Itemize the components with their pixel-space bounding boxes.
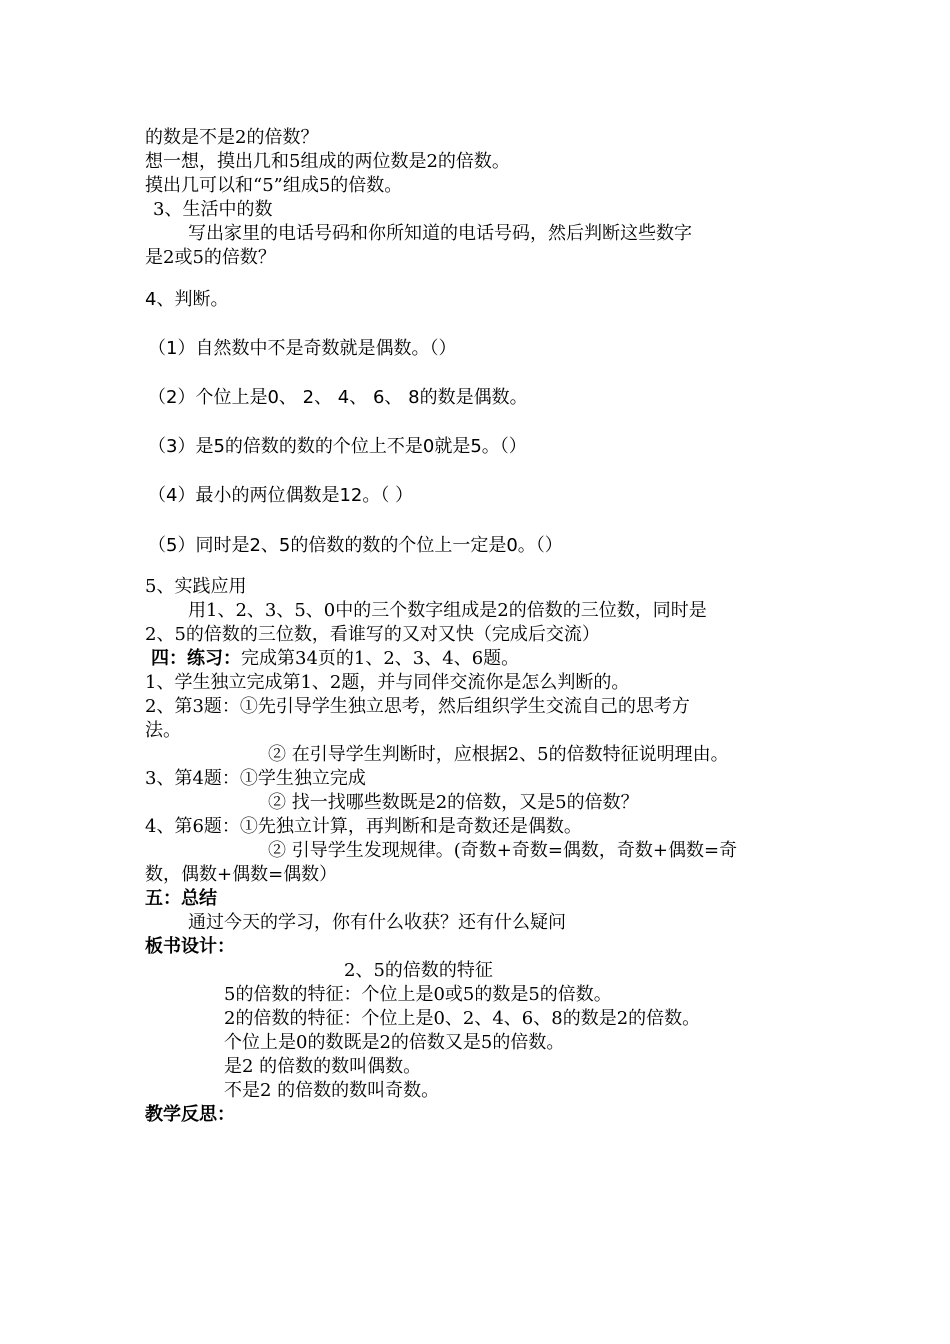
text-line: 4、第6题：①先独立计算，再判断和是奇数还是偶数。 <box>145 816 582 837</box>
text-line: 写出家里的电话号码和你所知道的电话号码，然后判断这些数字 <box>188 223 692 244</box>
text-line: 2、第3题：①先引导学生独立思考，然后组织学生交流自己的思考方 <box>145 696 690 717</box>
judgment-item: （5）同时是2、5的倍数的数的个位上一定是0。（） <box>148 535 563 556</box>
text-line: 1、学生独立完成第1、2题，并与同伴交流你是怎么判断的。 <box>145 672 630 693</box>
section-heading: 板书设计： <box>145 936 235 957</box>
text-line: 通过今天的学习，你有什么收获？还有什么疑问 <box>188 912 566 933</box>
text-line: 是2或5的倍数？ <box>145 247 276 268</box>
board-line: 是2 的倍数的数叫偶数。 <box>224 1056 422 1077</box>
judgment-item: （2）个位上是0、 2、 4、 6、 8的数是偶数。 <box>148 387 528 408</box>
section-heading: 3、生活中的数 <box>153 199 273 220</box>
practice-line <box>151 647 519 671</box>
text-line: 法。 <box>145 720 181 741</box>
text-line: 摸出几可以和“5”组成5的倍数。 <box>145 175 403 196</box>
text-line: ② 在引导学生判断时，应根据2、5的倍数特征说明理由。 <box>268 744 729 765</box>
section-heading: 5、实践应用 <box>145 576 247 597</box>
board-line: 个位上是0的数既是2的倍数又是5的倍数。 <box>224 1032 565 1053</box>
text-line: 3、第4题：①学生独立完成 <box>145 768 366 789</box>
text-line: ② 找一找哪些数既是2的倍数，又是5的倍数？ <box>268 792 639 813</box>
text-line: 数，偶数+偶数=偶数） <box>145 864 338 885</box>
section-heading: 五：总结 <box>145 888 217 909</box>
text-line: 想一想，摸出几和5组成的两位数是2的倍数。 <box>145 151 510 172</box>
judgment-item: （3）是5的倍数的数的个位上不是0就是5。（） <box>148 436 527 457</box>
text-line: 用1、2、3、5、0中的三个数字组成是2的倍数的三位数，同时是 <box>188 600 707 621</box>
board-line: 2的倍数的特征：个位上是0、2、4、6、8的数是2的倍数。 <box>224 1008 701 1029</box>
section-heading: 教学反思： <box>145 1104 235 1125</box>
board-title: 2、5的倍数的特征 <box>344 960 493 981</box>
section-heading: 4、判断。 <box>145 289 229 310</box>
practice-heading: 四：练习： <box>151 648 241 669</box>
text-line: 2、5的倍数的三位数，看谁写的又对又快（完成后交流） <box>145 624 600 645</box>
board-line: 5的倍数的特征：个位上是0或5的数是5的倍数。 <box>224 984 612 1005</box>
judgment-item: （1）自然数中不是奇数就是偶数。（） <box>148 338 457 359</box>
practice-text: 完成第34页的1、2、3、4、6题。 <box>241 648 520 669</box>
text-line: 的数是不是2的倍数？ <box>145 127 319 148</box>
judgment-item: （4）最小的两位偶数是12。（ ） <box>148 485 414 506</box>
text-line: ② 引导学生发现规律。(奇数+奇数=偶数，奇数+偶数=奇 <box>268 840 738 861</box>
board-line: 不是2 的倍数的数叫奇数。 <box>224 1080 440 1101</box>
